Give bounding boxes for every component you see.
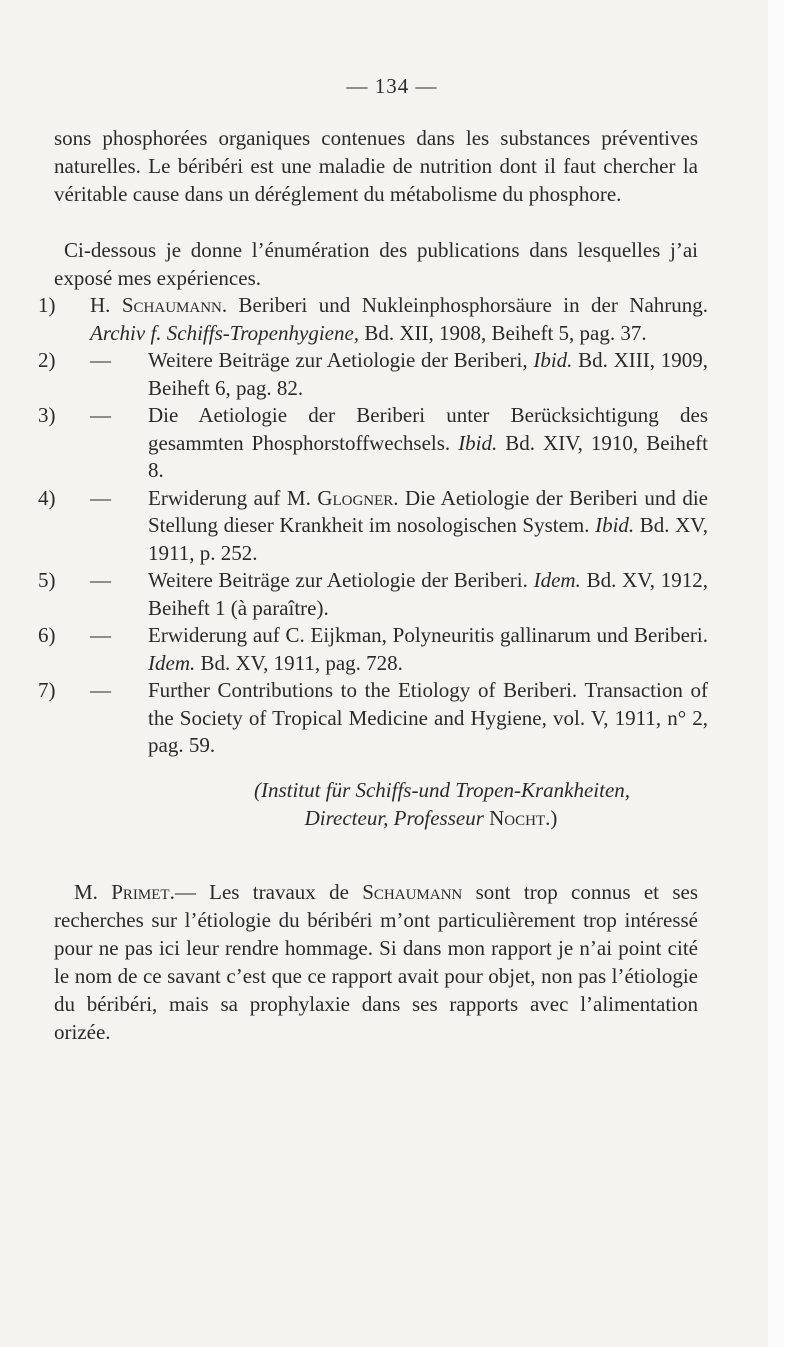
ditto-dash: — xyxy=(90,403,111,427)
reference-source: Archiv f. Schiffs-Tropenhygiene, xyxy=(90,320,360,345)
reference-item: 1) H. Schaumann. Beriberi und Nukleinphosphorsäure in der Nahrung. Archiv f. Schiffs-Tropenhygiene, Bd. XII, 1908, Beiheft 5, pag. 37. xyxy=(38,292,708,347)
page-number: — 134 — xyxy=(346,74,438,98)
ditto-dash: — xyxy=(90,348,111,372)
ditto-dash: — xyxy=(90,485,111,510)
reference-item: 2) — Weitere Beiträge zur Aetiologie der Beriberi, Ibid. Bd. XIII, 1909, Beiheft 6, pag. 82. xyxy=(38,347,708,402)
paragraph-3: M. Primet.— Les travaux de Schaumann sont trop connus et ses recherches sur l’étiologie du béribéri m’ont particulièrement trop intéressé pour ne pas ici leur rendre hommage. Si dans mon rapport je n’ai point cité le nom de ce savant c’est que ce rapport avait pour objet, non pas l’étiologie du béribéri, mais sa prophylaxie dans ses rapports avec l’alimentation orizée. xyxy=(54,880,699,1044)
reference-item: 6) — Erwiderung auf C. Eijkman, Polyneuritis gallinarum und Beriberi. Idem. Bd. XV, 1911, pag. 728. xyxy=(38,622,708,677)
page-edge xyxy=(768,0,784,1347)
reference-number: 1) xyxy=(38,293,56,317)
speaker-name: M. Primet. xyxy=(74,880,175,904)
ditto-dash: — xyxy=(90,678,111,702)
reference-list xyxy=(38,292,708,760)
reference-author: H. Schaumann. xyxy=(90,293,228,317)
reference-item: 7) — Further Contributions to the Etiology of Beriberi. Transaction of the Society of Tropical Medicine and Hygiene, vol. V, 1911, n° 2, pag. 59. xyxy=(38,677,708,760)
reference-item: 3) — Die Aetiologie der Beriberi unter Berücksichtigung des gesammten Phosphorstoffwechsels. Ibid. Bd. XIV, 1910, Beiheft 8. xyxy=(38,402,708,485)
institute-signature: (Institut für Schiffs-und Tropen-Krankheiten, Directeur, Professeur Nocht.) xyxy=(253,778,631,830)
reference-item: 4) — Erwiderung auf M. Glogner. Die Aetiologie der Beriberi und die Stellung dieser Krankheit im nosologischen System. Ibid. Bd. XV, 1911, p. 252. xyxy=(38,485,708,568)
ditto-dash: — xyxy=(90,568,111,592)
reference-item: 5) — Weitere Beiträge zur Aetiologie der Beriberi. Idem. Bd. XV, 1912, Beiheft 1 (à paraître). xyxy=(38,567,708,622)
ditto-dash: — xyxy=(90,623,111,647)
paragraph-1: sons phosphorées organiques contenues dans les substances préventives naturelles. Le béribéri est une maladie de nutrition dont il faut chercher la véritable cause dans un déréglement du métabolisme du phosphore. xyxy=(54,126,698,206)
paragraph-2: Ci-dessous je donne l’énumération des publications dans lesquelles j’ai exposé mes expériences. xyxy=(54,238,698,290)
